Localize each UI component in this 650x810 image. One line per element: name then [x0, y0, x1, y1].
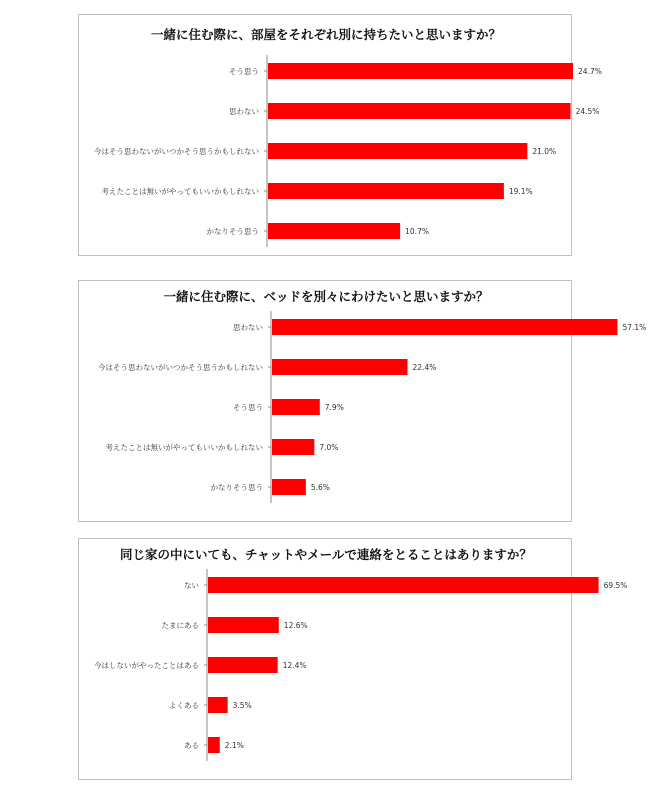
data-label: 21.0%: [532, 147, 557, 156]
chart-panel-beds: [78, 280, 647, 522]
category-label: ない: [184, 581, 199, 590]
category-label: そう思う: [233, 403, 263, 412]
category-label: そう思う: [229, 67, 259, 76]
chart-title-beds: 一緒に住む際に、ベッドを別々にわけたいと思いますか？: [163, 289, 489, 304]
data-label: 22.4%: [412, 363, 437, 372]
bar: [208, 697, 228, 713]
bar: [272, 319, 617, 335]
chart-panel-messaging: [78, 538, 628, 780]
category-label: 考えたことは無いがやってもいいかもしれない: [105, 443, 263, 452]
category-label: よくある: [169, 701, 199, 710]
category-label: 思わない: [233, 323, 263, 332]
category-label: ある: [184, 741, 199, 750]
data-label: 12.6%: [283, 621, 308, 630]
data-label: 5.6%: [310, 483, 330, 492]
bar: [272, 399, 320, 415]
bar: [208, 737, 220, 753]
category-label: 考えたことは無いがやってもいいかもしれない: [101, 187, 259, 196]
data-label: 3.5%: [232, 701, 252, 710]
chart-messaging: [79, 539, 628, 781]
bar: [268, 103, 571, 119]
chart-beds: [79, 281, 647, 523]
chart-panel-rooms: [78, 14, 602, 256]
data-label: 19.1%: [508, 187, 533, 196]
data-label: 7.9%: [324, 403, 344, 412]
category-label: 思わない: [229, 107, 259, 116]
data-label: 12.4%: [282, 661, 307, 670]
category-label: 今はしないがやったことはある: [94, 661, 199, 670]
bar: [272, 359, 408, 375]
chart-title-rooms: 一緒に住む際に、部屋をそれぞれ別に持ちたいと思いますか？: [150, 27, 502, 42]
bar: [208, 577, 599, 593]
category-label: 今はそう思わないがいつかそう思うかもしれない: [98, 363, 263, 372]
chart-rooms: [79, 15, 602, 257]
data-label: 69.5%: [603, 581, 628, 590]
bar: [268, 223, 400, 239]
bar: [268, 143, 527, 159]
data-label: 57.1%: [622, 323, 647, 332]
data-label: 24.5%: [575, 107, 600, 116]
data-label: 24.7%: [578, 67, 602, 76]
category-label: たまにある: [161, 621, 199, 630]
chart-title-messaging: 同じ家の中にいても、チャットやメールで連絡をとることはありますか？: [120, 547, 532, 562]
bar: [268, 63, 573, 79]
data-label: 2.1%: [224, 741, 244, 750]
category-label: 今はそう思わないがいつかそう思うかもしれない: [94, 147, 259, 156]
data-label: 7.0%: [319, 443, 339, 452]
bar: [272, 439, 314, 455]
data-label: 10.7%: [405, 227, 429, 236]
bar: [272, 479, 306, 495]
category-label: かなりそう思う: [210, 483, 263, 492]
bar: [268, 183, 504, 199]
bar: [208, 657, 278, 673]
category-label: かなりそう思う: [206, 227, 259, 236]
bar: [208, 617, 279, 633]
